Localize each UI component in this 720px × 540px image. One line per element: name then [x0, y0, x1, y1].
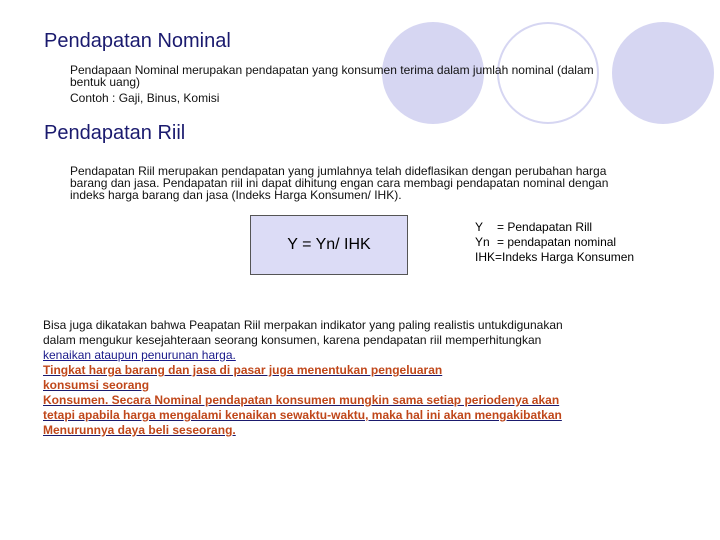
nominal-desc-line2: bentuk uang) [70, 75, 141, 89]
riil-desc-line1: Pendapatan Riil merupakan pendapatan yang jumlahnya telah dideflasikan dengan perubahan harga [70, 164, 607, 178]
highlight-line[interactable]: Tingkat harga barang dan jasa di pasar juga menentukan pengeluaran [43, 363, 443, 377]
paragraph-link-line[interactable]: kenaikan ataupun penurunan harga. [43, 348, 236, 362]
nominal-desc-line1: Pendapaan Nominal merupakan pendapatan yang konsumen terima dalam jumlah nominal (dalam [70, 63, 594, 77]
riil-desc-line3: indeks harga barang dan jasa (Indeks Harga Konsumen/ IHK). [70, 188, 402, 202]
paragraph-line: dalam mengukur kesejahteraan seorang konsumen, karena pendapatan riil memperhitungkan [43, 333, 542, 347]
formula-box [250, 215, 408, 275]
riil-desc-line2: barang dan jasa. Pendapatan riil ini dapat dihitung engan cara membagi pendapatan nominal dengan [70, 176, 609, 190]
explanation-paragraph [43, 318, 643, 438]
legend-value: = pendapatan nominal [497, 235, 617, 249]
highlight-line[interactable]: tetapi apabila harga mengalami kenaikan sewaktu-waktu, maka hal ini akan mengakibatkan [43, 408, 562, 422]
legend-row [475, 235, 634, 250]
section-title-riil: Pendapatan Riil [44, 122, 186, 144]
highlight-line[interactable]: konsumsi seorang [43, 378, 150, 392]
legend-key: Y [475, 220, 484, 234]
legend-value: = Pendapatan Rill [497, 220, 593, 234]
legend-value: =Indeks Harga Konsumen [495, 250, 635, 264]
formula-text: Y = Yn/ IHK [287, 236, 371, 253]
highlight-line[interactable]: Menurunnya daya beli seseorang. [43, 423, 236, 437]
legend-row [475, 220, 634, 235]
formula-legend [475, 220, 634, 265]
nominal-example: Contoh : Gaji, Binus, Komisi [70, 91, 220, 105]
decor-circle-3 [612, 22, 714, 124]
section-title-nominal: Pendapatan Nominal [44, 30, 231, 52]
highlight-line[interactable]: Konsumen. Secara Nominal pendapatan konsumen mungkin sama setiap periodenya akan [43, 393, 560, 407]
paragraph-line: Bisa juga dikatakan bahwa Peapatan Riil merpakan indikator yang paling realistis untukdigunakan [43, 318, 563, 332]
legend-key: Yn [475, 235, 490, 249]
legend-key: IHK [475, 250, 496, 264]
legend-row [475, 250, 634, 265]
